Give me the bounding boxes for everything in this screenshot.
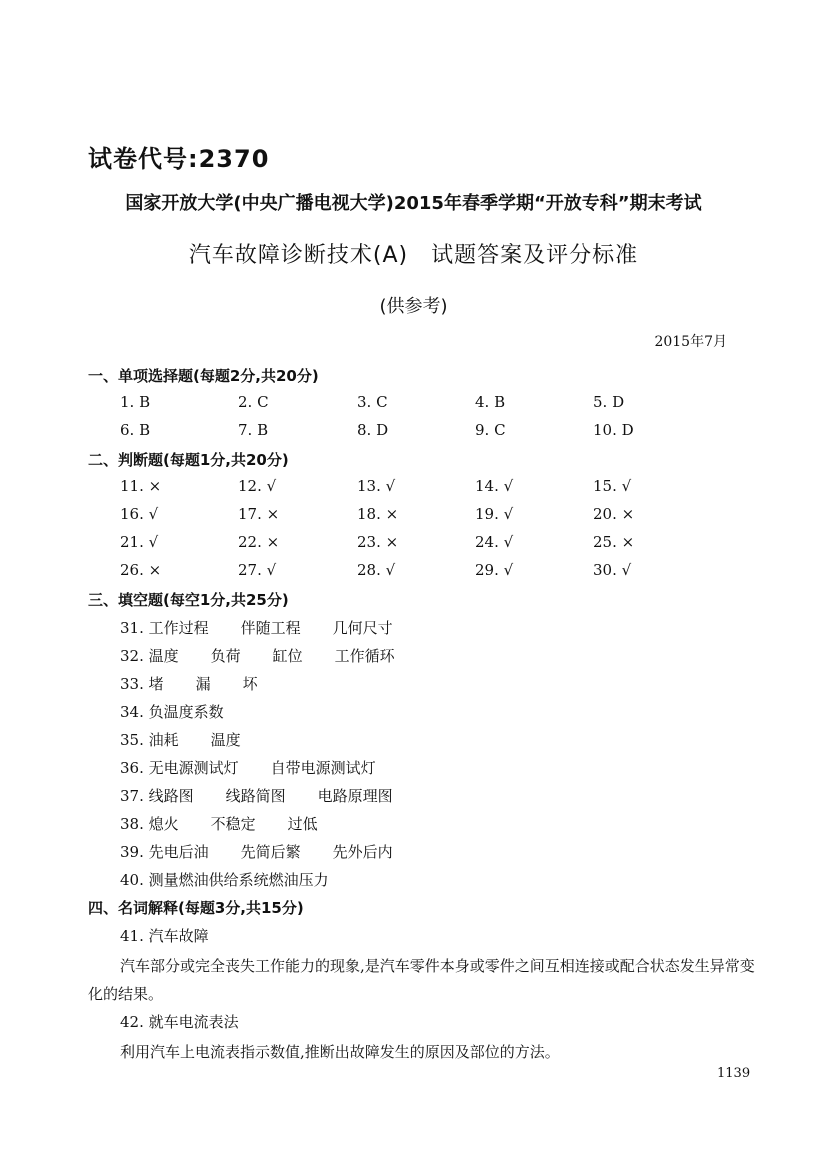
exam-date: 2015年7月: [654, 334, 727, 350]
fill-answer-part: 温度: [210, 731, 241, 749]
fill-answer-part: 38. 熄火: [120, 815, 179, 833]
answer-item: 2. C: [238, 393, 269, 411]
answer-item: 17. ×: [238, 505, 280, 523]
fill-answer: [120, 617, 425, 638]
fill-answer-part: 32. 温度: [120, 647, 179, 665]
answer-item: 16. √: [120, 505, 159, 523]
fill-answer-part: 先简后繁: [240, 843, 301, 861]
fill-answer: [120, 813, 350, 834]
fill-answer-part: 37. 线路图: [120, 787, 194, 805]
answer-row: [120, 533, 760, 557]
question-41: 41. 汽车故障: [120, 927, 209, 945]
exam-name: 国家开放大学(中央广播电视大学)2015年春季学期“开放专科”期末考试: [125, 193, 702, 214]
answer-item: 9. C: [475, 421, 506, 439]
answer-41: 汽车部分或完全丧失工作能力的现象,是汽车零件本身或零件之间互相连接或配合状态发生异常变化的结果。: [88, 957, 755, 1003]
reference-note: (供参考): [379, 296, 448, 317]
answer-item: 18. ×: [357, 505, 399, 523]
section-heading-definitions: 四、名词解释(每题3分,共15分): [88, 899, 304, 917]
fill-answer-part: 坏: [242, 675, 258, 693]
fill-answer-part: 过低: [287, 815, 318, 833]
answer-row: [120, 505, 760, 529]
answer-item: 10. D: [593, 421, 634, 439]
fill-answer-part: 40. 测量燃油供给系统燃油压力: [120, 871, 329, 889]
fill-answer-part: 工作循环: [334, 647, 395, 665]
answer-item: 23. ×: [357, 533, 399, 551]
fill-answer-part: 电路原理图: [317, 787, 393, 805]
fill-answer-part: 缸位: [272, 647, 303, 665]
fill-answer-part: 34. 负温度系数: [120, 703, 224, 721]
fill-answer: [120, 869, 361, 890]
fill-answer-part: 伴随工程: [240, 619, 301, 637]
page-title: 汽车故障诊断技术(A) 试题答案及评分标准: [188, 243, 639, 268]
fill-answer-part: 31. 工作过程: [120, 619, 209, 637]
answer-item: 1. B: [120, 393, 151, 411]
fill-answer: [120, 645, 427, 666]
answer-row: [120, 421, 760, 445]
answer-item: 22. ×: [238, 533, 280, 551]
fill-answer-part: 先外后内: [332, 843, 393, 861]
fill-answer-part: 自带电源测试灯: [270, 759, 376, 777]
fill-answer-part: 不稳定: [210, 815, 256, 833]
fill-answer: [120, 757, 408, 778]
answer-item: 13. √: [357, 477, 396, 495]
answer-item: 21. √: [120, 533, 159, 551]
fill-answer-part: 35. 油耗: [120, 731, 179, 749]
answer-item: 29. √: [475, 561, 514, 579]
answer-item: 11. ×: [120, 477, 162, 495]
fill-answer-part: 负荷: [210, 647, 241, 665]
fill-answer-part: 33. 堵: [120, 675, 164, 693]
answer-item: 14. √: [475, 477, 514, 495]
answer-row: [120, 393, 760, 417]
page-number: 1139: [717, 1066, 751, 1081]
fill-answer: [120, 701, 256, 722]
answer-item: 4. B: [475, 393, 506, 411]
fill-answer-part: 39. 先电后油: [120, 843, 209, 861]
question-42: 42. 就车电流表法: [120, 1013, 239, 1031]
fill-answer-part: 几何尺寸: [332, 619, 393, 637]
answer-item: 27. √: [238, 561, 277, 579]
section-heading-single-choice: 一、单项选择题(每题2分,共20分): [88, 367, 319, 385]
section-heading-true-false: 二、判断题(每题1分,共20分): [88, 451, 289, 469]
answer-row: [120, 477, 760, 501]
fill-answer-part: 线路简图: [225, 787, 286, 805]
answer-item: 20. ×: [593, 505, 635, 523]
answer-42: 利用汽车上电流表指示数值,推断出故障发生的原因及部位的方法。: [120, 1043, 560, 1061]
answer-item: 6. B: [120, 421, 151, 439]
answer-item: 15. √: [593, 477, 632, 495]
paper-code: 试卷代号:2370: [88, 145, 270, 173]
answer-item: 3. C: [357, 393, 388, 411]
fill-answer: [120, 729, 273, 750]
fill-answer: [120, 673, 290, 694]
answer-item: 26. ×: [120, 561, 162, 579]
answer-item: 30. √: [593, 561, 632, 579]
fill-answer-part: 漏: [195, 675, 211, 693]
answer-item: 25. ×: [593, 533, 635, 551]
answer-item: 8. D: [357, 421, 389, 439]
answer-item: 24. √: [475, 533, 514, 551]
answer-row: [120, 561, 760, 585]
section-heading-fill-in: 三、填空题(每空1分,共25分): [88, 591, 289, 609]
answer-item: 28. √: [357, 561, 396, 579]
fill-answer: [120, 841, 425, 862]
answer-item: 5. D: [593, 393, 625, 411]
fill-answer-part: 36. 无电源测试灯: [120, 759, 239, 777]
answer-item: 12. √: [238, 477, 277, 495]
fill-answer: [120, 785, 425, 806]
answer-item: 7. B: [238, 421, 269, 439]
answer-item: 19. √: [475, 505, 514, 523]
